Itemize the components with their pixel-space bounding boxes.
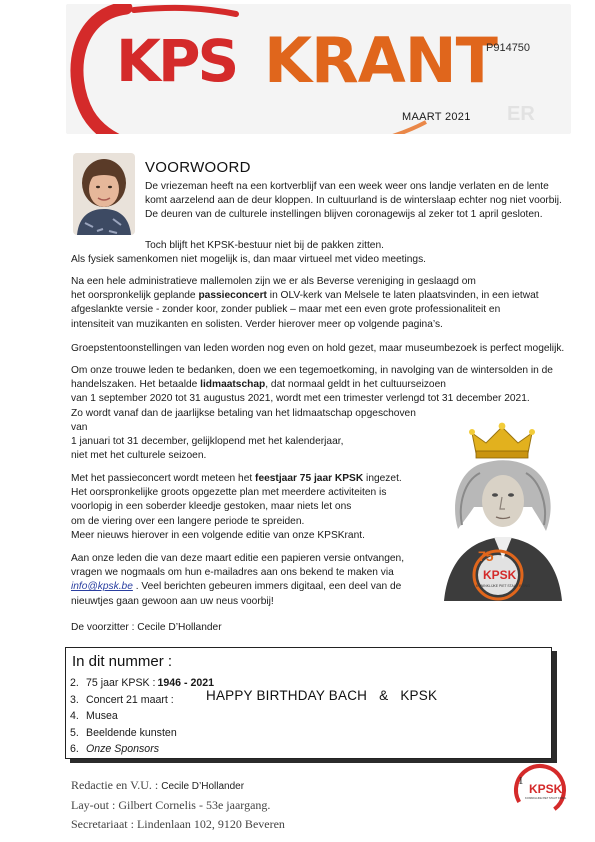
issn-number: P914750 <box>486 42 531 54</box>
paragraph-line: intensiteit van muzikanten en solisten. Verder hierover meer op volgende pagina’s. <box>71 318 443 330</box>
paragraph-line: vragen we nogmaals om hun e-mailadres aan ons bekend te maken via <box>71 567 394 579</box>
paragraph-line: Om onze trouwe leden te bedanken, doen we een tegemoetkoming, in navolging van de wintersolden in de <box>71 365 553 376</box>
footer-secretariat: Secretariaat : Lindenlaan 102, 9120 Beveren <box>71 817 285 831</box>
footer-logo-subtext: KONINKLIJKE PIET STAUT KRING <box>525 797 567 800</box>
paragraph-line: afgeslankte versie - zonder koor, zonder publiek – maar met een even grote professionaliteit en <box>71 304 501 316</box>
footer-credits <box>71 776 285 834</box>
intro-line: De vriezeman heeft na een kortverblijf van een week weer ons landje verlaten en de lente <box>145 181 549 192</box>
paragraph-line: voorlopig in een soberder kleedje gestoken, maar niets let ons <box>71 501 352 513</box>
masthead <box>66 4 571 134</box>
contents-item: 6. Onze Sponsors <box>70 743 160 755</box>
paragraph-6 <box>71 472 402 543</box>
paragraph-line: handelszaken. Het betaalde lidmaatschap, dat normaal geldt in het cultuurseizoen <box>71 379 446 391</box>
intro-paragraph <box>145 180 562 223</box>
birthday-banner <box>206 688 437 703</box>
paragraph-line: Als fysiek samenkomen niet mogelijk is, dan maar virtueel met video meetings. <box>71 254 427 266</box>
badge-subtext: KONINKLIJKE PIET STAUT KRING <box>476 584 530 588</box>
paragraph-line: het oorspronkelijk geplande passieconcert in OLV-kerk van Melsele te laten plaatsvinden, in een ietwat <box>71 290 539 302</box>
contents-box <box>65 647 552 759</box>
paragraph-4: Groepstentoonstellingen van leden worden nog even on hold gezet, maar museumbezoek is perfect mogelijk. <box>71 343 565 354</box>
paragraph-line: nieuwtjes gaan gewoon aan uw neus voorbij! <box>71 595 274 607</box>
footer-logo-text: KPSK <box>529 782 563 796</box>
paragraph-line: van <box>71 421 88 433</box>
contents-item: 2. 75 jaar KPSK : 1946 - 2021 <box>70 677 215 689</box>
paragraph-line: 1 januari tot 31 december, gelijklopend met het kalenderjaar, <box>71 436 344 448</box>
paragraph-line: Met het passieconcert wordt meteen het feestjaar 75 jaar KPSK ingezet. <box>71 473 402 484</box>
author-photo <box>73 153 135 235</box>
badge-text: KPSK <box>483 568 517 582</box>
paragraph-line: Zo wordt vanaf dan de jaarlijkse betaling van het lidmaatschap opgeschoven <box>71 407 416 419</box>
paragraph-line: Aan onze leden die van deze maart editie een papieren versie ontvangen, <box>71 553 405 564</box>
footer-layout: Lay-out : Gilbert Cornelis - 53e jaargang. <box>71 798 271 812</box>
intro-line: komt aarzelend aan de deur kloppen. In cultuurland is de winterslaap echter nog niet voorbij. <box>145 195 562 207</box>
paragraph-line: van 1 september 2020 tot 31 augustus 2021, wordt met een trimester verlengd tot 31 december 2021. <box>71 393 530 405</box>
paragraph-line: Toch blijft het KPSK-bestuur niet bij de pakken zitten. <box>145 240 384 251</box>
logo-krant: KRANT <box>264 24 497 97</box>
badge-number: 75 <box>478 548 494 564</box>
birthday-text: HAPPY BIRTHDAY BACH <box>206 688 368 703</box>
issue-date: MAART 2021 <box>402 111 471 123</box>
masthead-ghost-text: ER <box>507 103 535 125</box>
paragraph-line: niet met het culturele seizoen. <box>71 450 207 462</box>
contents-item: 4. Musea <box>70 710 118 722</box>
contents-item: 5. Beeldende kunsten <box>70 726 177 739</box>
footer-logo <box>512 762 568 818</box>
contents-list <box>70 675 214 758</box>
email-link[interactable]: info@kpsk.be <box>71 581 133 593</box>
paragraph-line: Na een hele administratieve mallemolen zijn we er als Beverse vereniging in geslaagd om <box>71 276 476 287</box>
paragraph-3 <box>71 275 539 332</box>
birthday-kpsk: KPSK <box>400 688 438 703</box>
contents-title: In dit nummer : <box>72 653 173 670</box>
intro-line: De deuren van de culturele instellingen blijven coronagewijs al zeker tot 1 april gesloten. <box>145 209 543 221</box>
article-heading: VOORWOORD <box>145 159 251 176</box>
bach-portrait <box>436 419 569 601</box>
paragraph-line: Het oorspronkelijke groots opgezette plan met meerdere activiteiten is <box>71 487 387 499</box>
paragraph-line: om de viering over een langere periode te spreiden. <box>71 515 305 527</box>
paragraph-line: info@kpsk.be . Veel berichten gebeuren immers digitaal, een deel van de <box>71 581 402 593</box>
contents-item: 3. Concert 21 maart : <box>70 693 174 706</box>
page-number: 1 <box>518 775 524 787</box>
logo-kps: KPS <box>116 27 237 95</box>
paragraph-2 <box>71 239 426 267</box>
birthday-ampersand: & <box>379 688 389 703</box>
signature: De voorzitter : Cecile D’Hollander <box>71 622 222 633</box>
paragraph-7 <box>71 552 404 609</box>
paragraph-line: Meer nieuws hierover in een volgende editie van onze KPSKrant. <box>71 529 365 541</box>
footer-editor: Redactie en V.U. : Cecile D’Hollander <box>71 778 245 792</box>
